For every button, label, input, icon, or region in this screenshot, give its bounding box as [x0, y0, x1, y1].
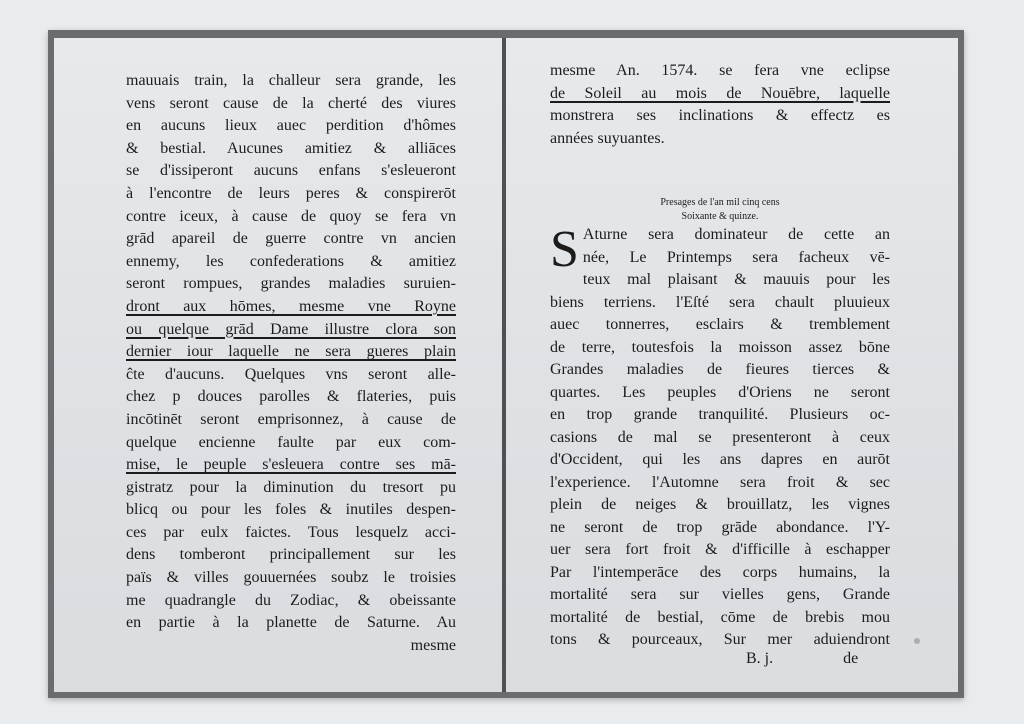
underlined-line: dront aux hōmes, mesme vne Royne: [126, 297, 456, 315]
drop-cap: S: [550, 221, 579, 278]
text-line: Aturne sera dominateur de cette an: [582, 226, 890, 243]
text-line: se d'issiperont aucuns enfans s'esleueront: [126, 162, 456, 180]
text-line: à l'encontre de leurs peres & conspirerōt: [126, 184, 456, 202]
paper-speck: [914, 638, 920, 644]
text-line: mauuais train, la challeur sera grande, les: [126, 72, 456, 89]
text-line: gistratz pour la diminution du tresort pu: [126, 478, 456, 496]
text-line: ĉte d'aucuns. Quelques vns seront alle-: [126, 365, 456, 383]
text-line: l'experience. l'Automne sera froit & sec: [550, 473, 890, 491]
text-line: en partie à la planette de Saturne. Au: [126, 614, 456, 632]
text-line: & bestial. Aucunes amitiez & alliāces: [126, 139, 456, 157]
underlined-line: de Soleil au mois de Nouēbre, laquelle: [550, 84, 890, 102]
text-line: vens seront cause de la cherté des viures: [126, 94, 456, 112]
text-line: de terre, toutesfois la moisson assez bōne: [550, 338, 890, 356]
catchword: mesme: [410, 636, 456, 654]
presage-paragraph: [550, 221, 890, 652]
text-line: auec tonnerres, esclairs & tremblement: [550, 316, 890, 333]
text-line: me quadrangle du Zodiac, & obeissante: [126, 591, 456, 609]
text-line: mesme An. 1574. se fera vne eclipse: [550, 62, 890, 79]
text-line: quelque encienne faulte par eux com-: [126, 433, 456, 451]
text-line: chez p douces parolles & flateries, puis: [126, 388, 456, 406]
open-book: [48, 30, 964, 698]
underlined-line: dernier iour laquelle ne sera gueres plain: [126, 343, 456, 361]
text-line: ces par eulx faictes. Tous lesquelz acci-: [126, 523, 456, 541]
text-line: uer sera fort froit & d'ifficille à eschapper: [550, 541, 890, 558]
text-line: années suyuantes.: [550, 129, 665, 147]
catchword: de: [843, 650, 859, 667]
text-line: quartes. Les peuples d'Oriens ne seront: [550, 383, 890, 401]
text-line: tons & pourceaux, Sur mer aduiendront: [550, 631, 890, 648]
text-line: monstrera ses inclinations & effectz es: [550, 107, 890, 125]
text-line: casions de mal se presenteront à ceux: [550, 428, 890, 446]
right-page: [506, 38, 958, 692]
text-line: dens tomberont principallement sur les: [126, 546, 456, 564]
text-line: grād apareil de guerre contre vn ancien: [126, 230, 456, 248]
text-line: plein de neiges & brouillatz, les vignes: [550, 496, 890, 513]
text-line: contre iceux, à cause de quoy se fera vn: [126, 207, 456, 225]
presage-section: [550, 196, 890, 652]
underlined-line: ou quelque grād Dame illustre clora son: [126, 320, 456, 338]
text-line: d'Occident, qui les ans dapres en aurōt: [550, 451, 890, 468]
text-line: en trop grande tranquilité. Plusieurs oc-: [550, 406, 890, 423]
text-line: biens terriens. l'Eſté sera chault pluuieux: [550, 293, 890, 311]
section-heading-sub: Soixante & quinze.: [681, 211, 759, 222]
text-line: ennemy, les confederations & amitiez: [126, 252, 456, 270]
signature-line: [746, 650, 858, 668]
text-line: ne seront de trop grāde abondance. l'Y-: [550, 518, 890, 536]
text-line: seront rompues, grandes maladies suruien-: [126, 275, 456, 293]
text-line: mortalité sera sur vielles gens, Grande: [550, 586, 890, 603]
text-line: païs & villes gouuernées soubz le troisies: [126, 569, 456, 587]
text-line: mortalité de bestial, cōme de brebis mou: [550, 608, 890, 626]
text-line: incōtinēt seront emprisonnez, à cause de: [126, 410, 456, 428]
right-page-top-text: [550, 60, 890, 150]
underlined-line: mise, le peuple s'esleuera contre ses mā-: [126, 456, 456, 474]
text-line: Grandes maladies de fieures tierces &: [550, 361, 890, 378]
left-page: [54, 38, 502, 692]
text-line: Par l'intemperāce des corps humains, la: [550, 563, 890, 581]
text-line: teux mal plaisant & mauuis pour les: [582, 271, 890, 288]
text-line: en aucuns lieux auec perdition d'hômes: [126, 117, 456, 135]
text-line: blicq ou pour les foles & inutiles despen-: [126, 501, 456, 519]
signature-mark: B. j.: [746, 650, 774, 667]
text-line: née, Le Printemps sera facheux vē-: [582, 248, 890, 266]
section-heading: Presages de l'an mil cinq cens: [660, 197, 780, 208]
left-page-text: [126, 70, 456, 657]
